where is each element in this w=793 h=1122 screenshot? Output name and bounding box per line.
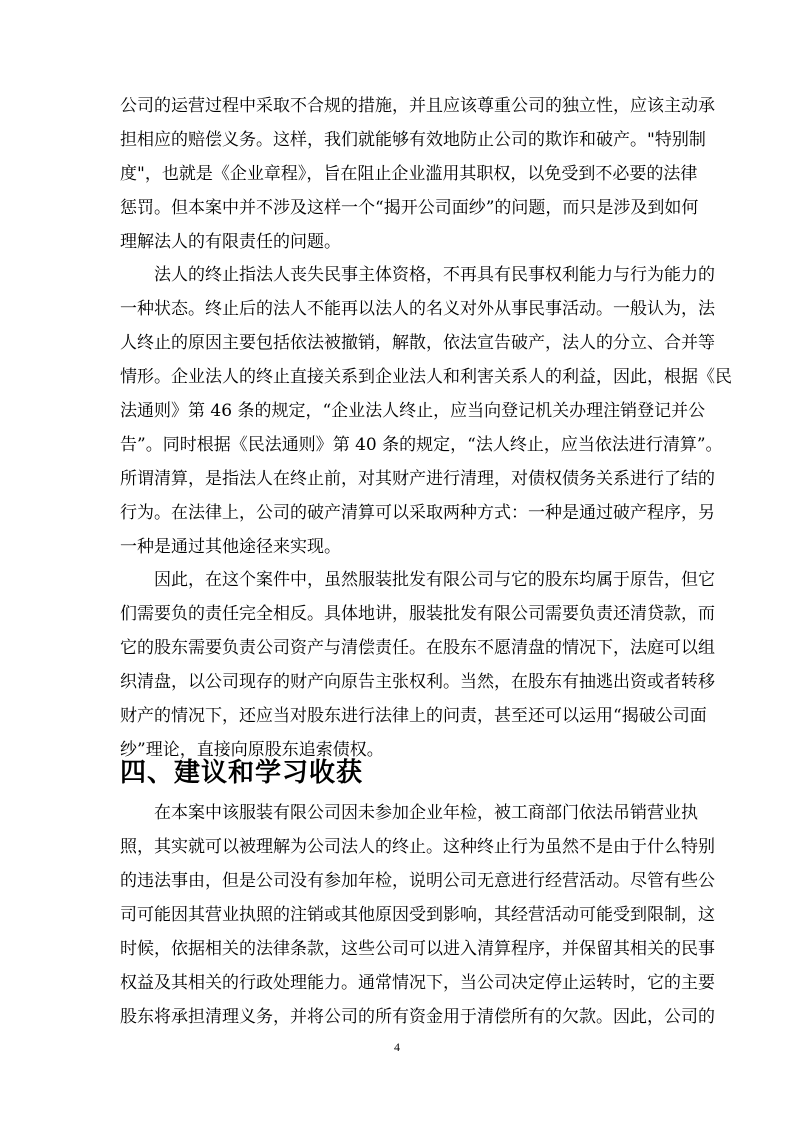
paragraph-1-line: 度"，也就是《企业章程》，旨在阻止企业滥用其职权，以免受到不必要的法律 bbox=[120, 164, 698, 184]
page-number: 4 bbox=[394, 1040, 400, 1054]
paragraph-2-line: 人终止的原因主要包括依法被撤销，解散，依法宣告破产，法人的分立、合并等 bbox=[120, 333, 715, 353]
paragraph-2-line: 法人的终止指法人丧失民事主体资格，不再具有民事权利能力与行为能力的 bbox=[154, 265, 715, 285]
paragraph-2-line: 所谓清算，是指法人在终止前，对其财产进行清理，对债权债务关系进行了结的 bbox=[120, 469, 715, 489]
paragraph-1-line: 理解法人的有限责任的问题。 bbox=[120, 232, 341, 252]
paragraph-3-line: 财产的情况下，还应当对股东进行法律上的问责，甚至还可以运用“揭破公司面 bbox=[120, 706, 707, 726]
paragraph-2-line: 一种是通过其他途径来实现。 bbox=[120, 537, 341, 557]
section-paragraph-line: 司可能因其营业执照的注销或其他原因受到影响，其经营活动可能受到限制，这 bbox=[120, 905, 715, 925]
paragraph-2-line: 法通则》第 46 条的规定，“企业法人终止，应当向登记机关办理注销登记并公 bbox=[120, 401, 706, 421]
paragraph-1-line: 担相应的赔偿义务。这样，我们就能够有效地防止公司的欺诈和破产。"特别制 bbox=[120, 130, 706, 150]
paragraph-2-line: 行为。在法律上，公司的破产清算可以采取两种方式：一种是通过破产程序，另 bbox=[120, 503, 715, 523]
paragraph-2-line: 告”。同时根据《民法通则》第 40 条的规定，“法人终止，应当依法进行清算”。 bbox=[120, 435, 723, 455]
section-paragraph-line: 权益及其相关的行政处理能力。通常情况下，当公司决定停止运转时，它的主要 bbox=[120, 973, 715, 993]
paragraph-1-line: 公司的运营过程中采取不合规的措施，并且应该尊重公司的独立性，应该主动承 bbox=[120, 96, 715, 116]
section-heading: 四、建议和学习收获 bbox=[120, 758, 364, 788]
paragraph-3-line: 织清盘，以公司现存的财产向原告主张权利。当然，在股东有抽逃出资或者转移 bbox=[120, 672, 715, 692]
section-paragraph-line: 时候，依据相关的法律条款，这些公司可以进入清算程序，并保留其相关的民事 bbox=[120, 939, 715, 959]
section-paragraph-line: 照，其实就可以被理解为公司法人的终止。这种终止行为虽然不是由于什么特别 bbox=[120, 837, 715, 857]
paragraph-1-line: 惩罚。但本案中并不涉及这样一个“揭开公司面纱”的问题，而只是涉及到如何 bbox=[120, 198, 699, 218]
section-paragraph-line: 的违法事由，但是公司没有参加年检，说明公司无意进行经营活动。尽管有些公 bbox=[120, 871, 715, 891]
paragraph-2-line: 一种状态。终止后的法人不能再以法人的名义对外从事民事活动。一般认为，法 bbox=[120, 299, 715, 319]
paragraph-3-line: 它的股东需要负责公司资产与清偿责任。在股东不愿清盘的情况下，法庭可以组 bbox=[120, 638, 715, 658]
paragraph-3-line: 们需要负的责任完全相反。具体地讲，服装批发有限公司需要负责还清贷款，而 bbox=[120, 604, 715, 624]
section-paragraph-line: 股东将承担清理义务，并将公司的所有资金用于清偿所有的欠款。因此，公司的 bbox=[120, 1007, 715, 1027]
paragraph-2-line: 情形。企业法人的终止直接关系到企业法人和利害关系人的利益，因此，根据《民 bbox=[120, 367, 732, 387]
section-paragraph-line: 在本案中该服装有限公司因未参加企业年检，被工商部门依法吊销营业执 bbox=[154, 803, 698, 823]
paragraph-3-line: 纱”理论，直接向原股东追索债权。 bbox=[120, 740, 384, 760]
paragraph-3-line: 因此，在这个案件中，虽然服装批发有限公司与它的股东均属于原告，但它 bbox=[154, 570, 715, 590]
